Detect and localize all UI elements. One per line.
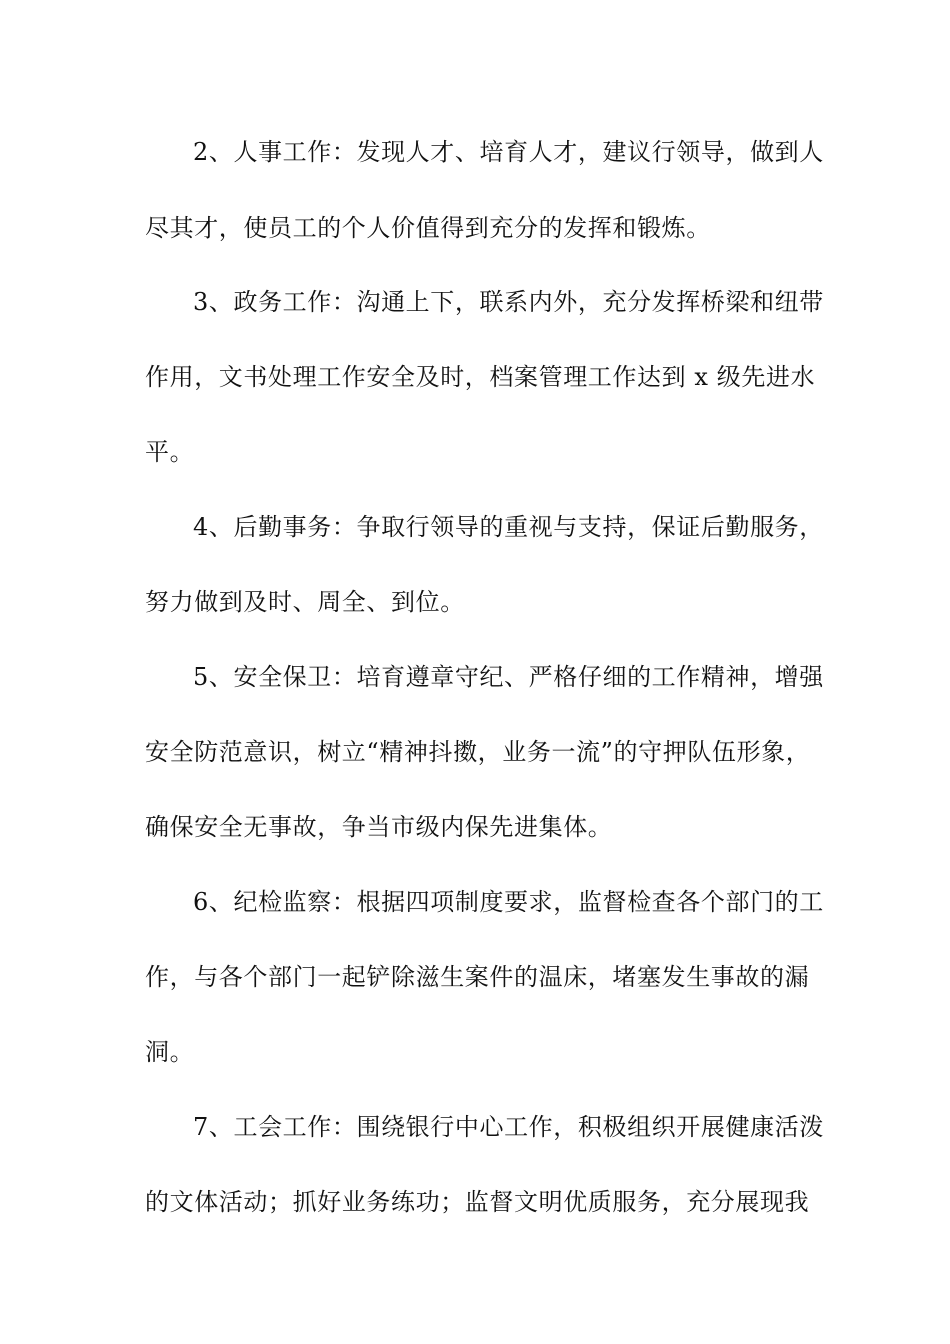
- text-line-item-4-start: 4、后勤事务：争取行领导的重视与支持，保证后勤服务，: [193, 513, 824, 541]
- text-line-item-5-start: 5、安全保卫：培育遵章守纪、严格仔细的工作精神，增强: [193, 663, 824, 691]
- text-line-item-7-start: 7、工会工作：围绕银行中心工作，积极组织开展健康活泼: [193, 1113, 824, 1141]
- text-line: 确保安全无事故，争当市级内保先进集体。: [145, 813, 613, 841]
- text-line-item-3-start: 3、政务工作：沟通上下，联系内外，充分发挥桥梁和纽带: [193, 288, 824, 316]
- text-line: 洞。: [145, 1038, 195, 1066]
- text-line: 的文体活动；抓好业务练功；监督文明优质服务，充分展现我: [145, 1188, 810, 1216]
- text-line-item-2-start: 2、人事工作：发现人才、培育人才，建议行领导，做到人: [193, 138, 824, 166]
- text-line: 安全防范意识，树立“精神抖擞，业务一流”的守押队伍形象，: [145, 738, 811, 766]
- text-line: 作用，文书处理工作安全及时，档案管理工作达到 x 级先进水: [145, 363, 816, 391]
- text-line: 平。: [145, 438, 195, 466]
- text-line: 尽其才，使员工的个人价值得到充分的发挥和锻炼。: [145, 214, 711, 242]
- text-line: 努力做到及时、周全、到位。: [145, 588, 465, 616]
- text-line-item-6-start: 6、纪检监察：根据四项制度要求，监督检查各个部门的工: [193, 888, 824, 916]
- text-line: 作，与各个部门一起铲除滋生案件的温床，堵塞发生事故的漏: [145, 963, 810, 991]
